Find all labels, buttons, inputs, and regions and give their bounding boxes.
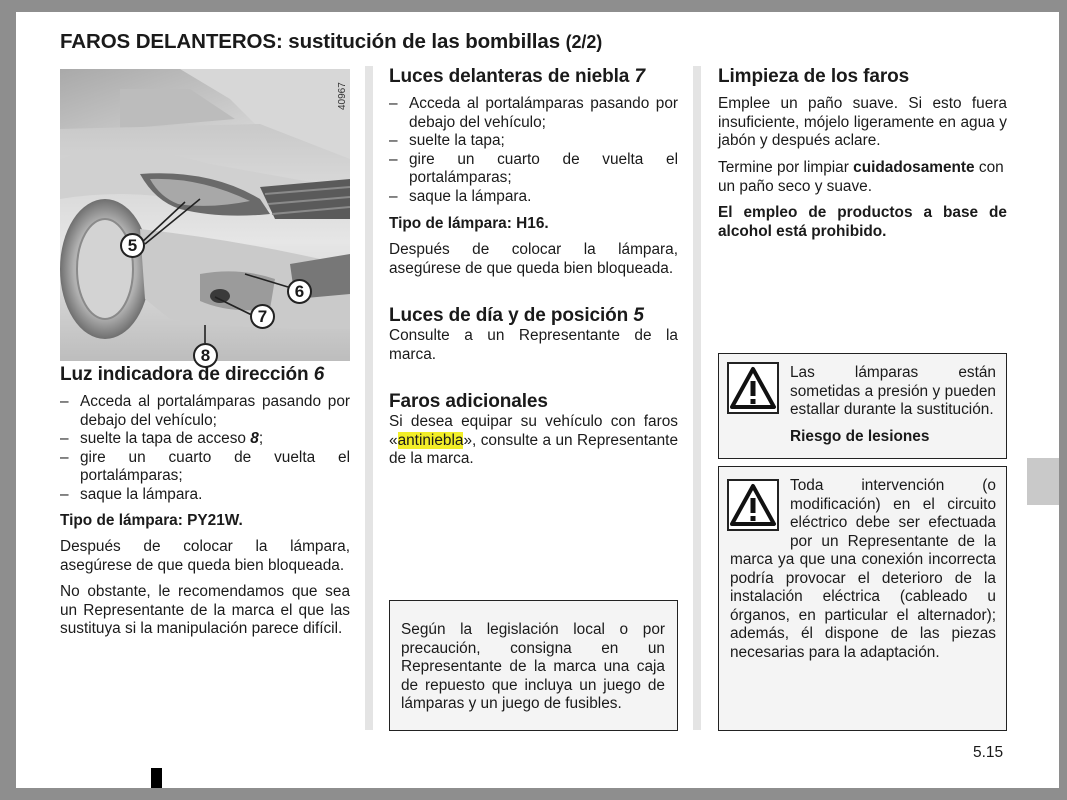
legal-info-text: Según la legislación local o por precaución, consigna en un Representante de la marca una caja de repuesto que incluya un juego de lámparas y un juego de fusibles. xyxy=(401,621,665,712)
cleaning-text: Emplee un paño suave. Si esto fuera insuficiente, mójelo ligeramente en agua y jabón y después aclare. xyxy=(718,95,1007,149)
lamp-type: Tipo de lámpara: H16. xyxy=(389,215,549,232)
manual-page xyxy=(16,12,1059,788)
crop-mark xyxy=(151,768,162,788)
page-title-suffix: (2/2) xyxy=(565,32,603,52)
warning-text: Toda intervención (o modificación) en el circuito eléctrico debe ser efectuada por un Representante de la marca ya que una conexión incorrecta podría provocar el deterioro de la instalación eléctrica (cableado u órganos, en particular el alternador); además, él dispone de las piezas necesarias para la adaptación. xyxy=(730,477,996,661)
column-separator xyxy=(365,66,373,730)
list-item: – Acceda al portalámparas pasando por debajo del vehículo; xyxy=(389,95,678,132)
day-lights-text: Consulte a un Representante de la marca. xyxy=(389,327,678,363)
warning-box-electrical xyxy=(718,466,1007,731)
turn-signal-heading: Luz indicadora de dirección 6 xyxy=(60,364,325,385)
list-item: – suelte la tapa de acceso 8; xyxy=(60,430,350,449)
chapter-tab xyxy=(1027,458,1059,505)
legal-info-box xyxy=(389,600,678,731)
list-item: – saque la lámpara. xyxy=(60,486,350,505)
callout-5: 5 xyxy=(120,233,145,258)
extra-lights-heading: Faros adicionales xyxy=(389,391,548,412)
after-text: Después de colocar la lámpara, asegúrese de que queda bien bloqueada. xyxy=(60,538,350,574)
callout-7: 7 xyxy=(250,304,275,329)
turn-signal-steps xyxy=(60,393,350,504)
page-title: FAROS DELANTEROS: sustitución de las bombillas (2/2) xyxy=(60,30,603,53)
warning-icon xyxy=(727,362,779,414)
figure-id: 40967 xyxy=(337,82,348,110)
list-item: – gire un cuarto de vuelta el portalámparas; xyxy=(60,449,350,486)
list-item: – Acceda al portalámparas pasando por debajo del vehículo; xyxy=(60,393,350,430)
page-number: 5.15 xyxy=(973,744,1004,761)
column-separator xyxy=(693,66,701,730)
cleaning-text: Termine por limpiar cuidadosamente con un paño seco y suave. xyxy=(718,159,1004,195)
warning-text: Las lámparas están sometidas a presión y pueden estallar durante la sustitución. xyxy=(790,364,996,418)
cleaning-heading: Limpieza de los faros xyxy=(718,66,910,87)
highlighted-word: antiniebla xyxy=(397,431,464,449)
fog-lights-steps xyxy=(389,95,678,206)
after-text: Después de colocar la lámpara, asegúrese de que queda bien bloqueada. xyxy=(389,241,678,277)
list-item: – gire un cuarto de vuelta el portalámparas; xyxy=(389,151,678,188)
callout-8: 8 xyxy=(193,343,218,368)
list-item: – suelte la tapa; xyxy=(389,132,678,151)
fog-lights-heading: Luces delanteras de niebla 7 xyxy=(389,66,645,87)
lamp-type: Tipo de lámpara: PY21W. xyxy=(60,512,243,529)
headlight-illustration xyxy=(60,69,350,365)
list-item: – saque la lámpara. xyxy=(389,188,678,207)
advice-text: No obstante, le recomendamos que sea un Representante de la marca el que las sustituya si la manipulación parece difícil. xyxy=(60,583,350,637)
warning-box-pressure xyxy=(718,353,1007,459)
callout-6: 6 xyxy=(287,279,312,304)
alcohol-warning-text: El empleo de productos a base de alcohol está prohibido. xyxy=(718,204,1007,240)
extra-lights-text: Si desea equipar su vehículo con faros «antiniebla», consulte a un Representante de la marca. xyxy=(389,413,678,467)
car-front-drawing xyxy=(60,69,350,361)
warning-risk-label: Riesgo de lesiones xyxy=(790,428,930,445)
day-lights-heading: Luces de día y de posición 5 xyxy=(389,305,644,326)
